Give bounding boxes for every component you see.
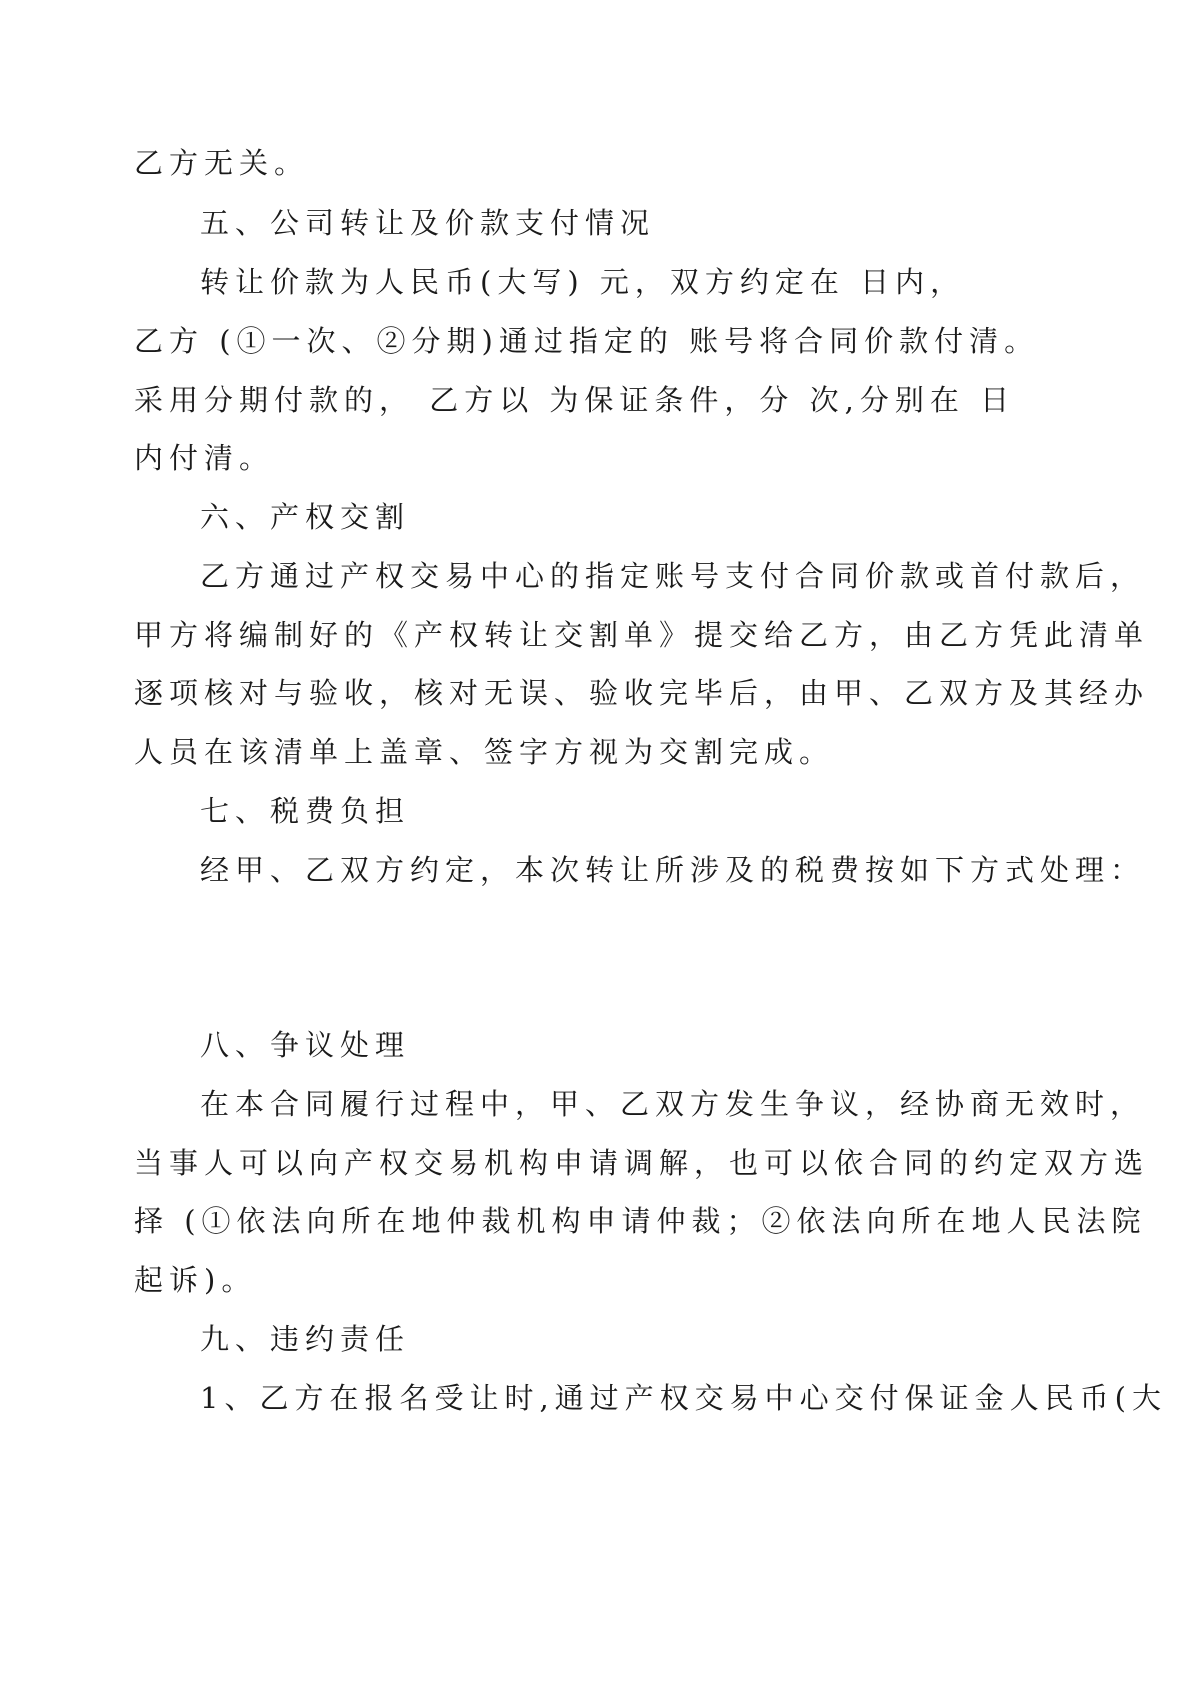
section-heading: 八、争议处理	[200, 1028, 411, 1062]
paragraph-line: 内付清。	[134, 441, 275, 475]
paragraph-line: 转让价款为人民币(大写) 元，双方约定在 日内，	[200, 265, 966, 299]
paragraph-line: 甲方将编制好的《产权转让交割单》提交给乙方，由乙方凭此清单	[134, 618, 1150, 652]
paragraph-line: 逐项核对与验收，核对无误、验收完毕后，由甲、乙双方及其经办	[134, 676, 1150, 710]
paragraph-line: 择 (①依法向所在地仲裁机构申请仲裁；②依法向所在地人民法院	[134, 1204, 1147, 1238]
paragraph-line: 当事人可以向产权交易机构申请调解，也可以依合同的约定双方选	[134, 1146, 1150, 1180]
section-heading: 六、产权交割	[200, 500, 411, 534]
paragraph-line: 采用分期付款的， 乙方以 为保证条件，分 次,分别在 日	[134, 383, 1016, 417]
section-heading: 五、公司转让及价款支付情况	[200, 206, 656, 240]
paragraph-line: 起诉)。	[134, 1263, 257, 1297]
paragraph-line: 人员在该清单上盖章、签字方视为交割完成。	[134, 735, 835, 769]
paragraph-line: 乙方 (①一次、②分期)通过指定的 账号将合同价款付清。	[134, 324, 1040, 358]
paragraph-line: 经甲、乙双方约定，本次转让所涉及的税费按如下方式处理：	[200, 853, 1146, 887]
section-heading: 九、违约责任	[200, 1322, 411, 1356]
section-heading: 七、税费负担	[200, 794, 411, 828]
paragraph-line: 乙方通过产权交易中心的指定账号支付合同价款或首付款后，	[200, 559, 1146, 593]
paragraph-line: 在本合同履行过程中，甲、乙双方发生争议，经协商无效时，	[200, 1087, 1146, 1121]
paragraph-line: 1、乙方在报名受让时,通过产权交易中心交付保证金人民币(大	[200, 1381, 1167, 1415]
paragraph-line: 乙方无关。	[134, 146, 310, 180]
